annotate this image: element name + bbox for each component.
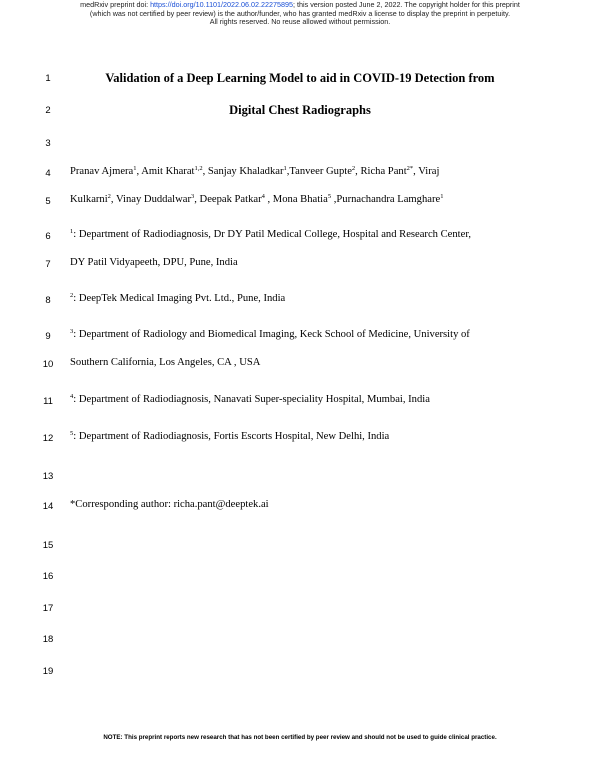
preprint-header [0,1,600,27]
line-number: 18 [42,634,54,645]
author-list-line-2: Kulkarni$^2$, Vinay Duddalwar$^3$, Deepak Patkar$^4$ , Mona Bhatia$^5$ ,Purnachandra Lamghare$^1$ [70,193,444,205]
affiliation-5: $^5$: Department of Radiodiagnosis, Fortis Escorts Hospital, New Delhi, India [70,430,390,442]
author-list-line-1: Pranav Ajmera$^1$, Amit Kharat$^{1,2}$, Sanjay Khaladkar$^1$,Tanveer Gupte$^2$, Richa Pant$^{2*}$, Viraj [70,165,440,177]
line-number: 1 [45,73,51,84]
line-number: 9 [45,331,51,342]
line-number: 11 [43,396,53,407]
paper-title-line-1: Validation of a Deep Learning Model to aid in COVID-19 Detection from [105,71,495,85]
line-number: 14 [42,501,54,512]
affiliation-1: $^1$: Department of Radiodiagnosis, Dr DY Patil Medical College, Hospital and Research Center, [70,228,472,240]
line-number: 8 [45,295,51,306]
line-number: 5 [45,196,51,207]
affiliation-2: $^2$: DeepTek Medical Imaging Pvt. Ltd., Pune, India [70,292,286,304]
affiliation-4: $^4$: Department of Radiodiagnosis, Nanavati Super-speciality Hospital, Mumbai, India [70,393,430,405]
line-number: 4 [45,168,51,179]
line-number: 19 [42,666,54,677]
line-number: 16 [42,571,54,582]
line-number: 3 [45,138,51,149]
line-number: 15 [42,540,54,551]
line-number: 7 [45,259,51,270]
header-line-2: (which was not certified by peer review) is the author/funder, who has granted medRxiv a license to display the preprint in perpetuity. [89,8,511,18]
line-number: 10 [42,359,54,370]
affiliation-1-cont: DY Patil Vidyapeeth, DPU, Pune, India [70,257,238,268]
preprint-footer-note: NOTE: This preprint reports new research that has not been certified by peer review and should not be used to guide clinical practice. [103,734,497,741]
affiliation-3-cont: Southern California, Los Angeles, CA , USA [70,357,261,368]
line-number: 12 [42,433,54,444]
line-number: 2 [45,105,51,116]
line-number: 13 [42,471,54,482]
doi-link[interactable]: https://doi.org/10.1101/2022.06.02.22275895 [150,0,294,9]
header-line-1: medRxiv preprint doi: https://doi.org/10.1101/2022.06.02.22275895; this version posted June 2, 2022. The copyright holder for this preprint [80,0,520,9]
corresponding-author: *Corresponding author: richa.pant@deeptek.ai [70,499,269,510]
line-number: 17 [42,603,54,614]
line-number: 6 [45,231,51,242]
paper-title-line-2: Digital Chest Radiographs [229,103,371,117]
affiliation-3: $^3$: Department of Radiology and Biomedical Imaging, Keck School of Medicine, University of [70,328,470,340]
header-line-3: All rights reserved. No reuse allowed without permission. [209,17,391,27]
